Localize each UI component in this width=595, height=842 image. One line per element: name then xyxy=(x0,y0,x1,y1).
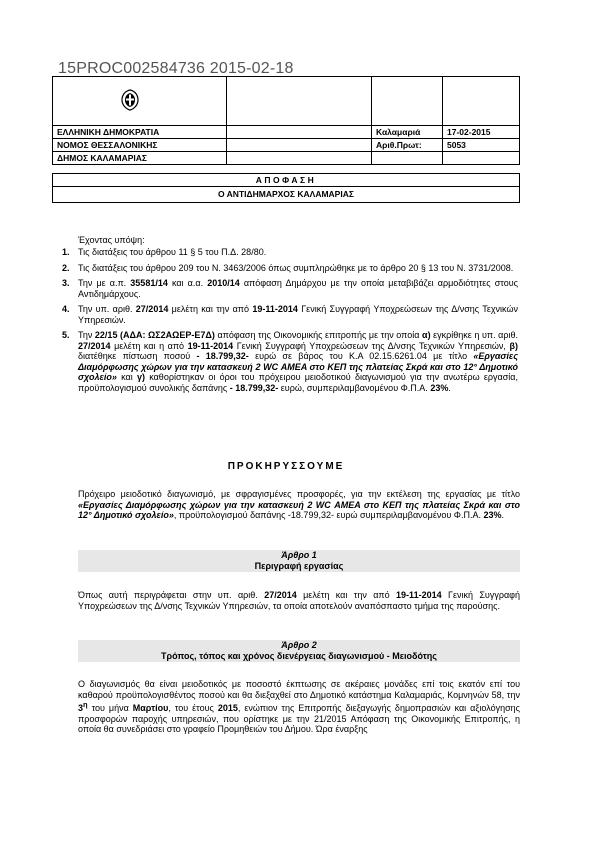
protocol-label: Αριθ.Πρωτ: xyxy=(372,139,443,152)
item-text: Τις διατάξεις του άρθρου 209 του Ν. 3463/2006 όπως συμπληρώθηκε με το άρθρο 20 § 13 του Ν. 3731/2008. xyxy=(78,262,514,273)
proclamation-heading: ΠΡΟΚΗΡΥΣΣΟΥΜΕ xyxy=(227,461,345,472)
item-number: 4. xyxy=(62,304,70,314)
document-date: 17-02-2015 xyxy=(443,126,520,139)
item-text: Την με α.π. 35581/14 και α.α. 2010/14 απόφαση Δημάρχου με την οποία μεταβιβάζει αρμοδιότητες στους Αντιδημάρχους. xyxy=(78,278,518,299)
article-1-paragraph: Όπως αυτή περιγράφεται στην υπ. αριθ. 27/2014 μελέτη και την από 19-11-2014 Γενική Συγγραφή Υποχρεώσεων της Δ/νσης Τεχνικών Υπηρεσιών, τα οποία αποτελούν αναπόσπαστο τμήμα της παρούσης. xyxy=(78,590,521,611)
intro-text: Έχοντας υπόψη: xyxy=(78,235,145,245)
article-2-subtitle: Τρόπος, τόπος και χρόνος διενέργειας διαγωνισμού - Μειοδότης xyxy=(161,651,437,661)
article-1-title: Άρθρο 1 xyxy=(281,550,317,560)
header-country: ΕΛΛΗΝΙΚΗ ΔΗΜΟΚΡΑΤΙΑ xyxy=(53,126,227,139)
item-number: 1. xyxy=(62,247,70,257)
item-number: 3. xyxy=(62,278,70,288)
protocol-number: 5053 xyxy=(443,139,520,152)
header-prefecture: ΝΟΜΟΣ ΘΕΣΣΑΛΟΝΙΚΗΣ xyxy=(53,139,227,152)
considerations-list xyxy=(62,247,518,398)
article-1-subtitle: Περιγραφή εργασίας xyxy=(254,561,344,571)
place-label: Καλαμαριά xyxy=(372,126,443,139)
list-item xyxy=(62,263,518,274)
article-1-heading xyxy=(78,550,520,572)
item-number: 2. xyxy=(62,262,70,273)
article-2-paragraph: Ο διαγωνισμός θα είναι μειοδοτικός με ποσοστό έκπτωσης σε ακέραιες μονάδες επί τοις εκατόν επί του καθαρού προϋπολογισθέντος ποσού και θα διεξαχθεί στο Δημοτικό κατάστημα Καλαμαριάς, Κομνηνών 58, την $3^\eta$ του μήνα Μαρτίου, του έτους 2015, ενώπιον της Επιτροπής διεξαγωγής δημοπρασιών και αξιολόγησης προσφορών παροχής υπηρεσιών, που ορίστηκε με την 21/2015 Απόφαση της Οικονομικής Επιτροπής, η οποία θα συνεδριάσει στο γραφείο Προμηθειών του Δήμου. Ώρα έναρξης xyxy=(78,679,520,734)
item-text: Την υπ. αριθ. 27/2014 μελέτη και την από 19-11-2014 Γενική Συγγραφή Υποχρεώσεων της Δ/νσης Τεχνικών Υπηρεσιών. xyxy=(78,304,518,325)
document-watermark: 15PROC002584736 2015-02-18 xyxy=(58,60,294,77)
item-text: Τις διατάξεις του άρθρου 11 § 5 του Π.Δ. 28/80. xyxy=(78,247,267,257)
item-number: 5. xyxy=(62,330,70,340)
list-item xyxy=(62,278,518,299)
decision-title: ΑΠΟΦΑΣΗ xyxy=(52,173,520,187)
article-2-heading xyxy=(78,640,520,662)
list-item xyxy=(62,304,518,325)
list-item xyxy=(62,247,518,258)
item-text: Την 22/15 (ΑΔΑ: ΩΣ2ΑΩΕΡ-Ε7Δ) απόφαση της Οικονομικής επιτροπής με την οποία α) εγκρίθηκε η υπ. αριθ. 27/2014 μελέτη και η από 19-11-2014 Γενική Συγγραφή Υποχρεώσεων της Δ/νσης Τεχνικών Υπηρεσιών, β) διατέθηκε πίστωση ποσού - 18.799,32- ευρώ σε βάρος του Κ.Α 02.15.6261.04 με τίτλο «Εργασίες Διαμόρφωσης χώρων για την κατασκευή 2 WC ΑΜΕΑ στο ΚΕΠ της πλατείας Σκρά και στο 12° Δημοτικό σχολείο» και γ) καθορίστηκαν οι όροι του πρόχειρου μειοδοτικού διαγωνισμού για την ανωτέρω εργασία, προϋπολογισμού συνολικής δαπάνης - 18.799,32- ευρώ, συμπεριλαμβανομένου Φ.Π.Α. 23%. xyxy=(78,330,519,393)
article-2-title: Άρθρο 2 xyxy=(281,640,317,650)
authority-title: Ο ΑΝΤΙΔΗΜΑΡΧΟΣ ΚΑΛΑΜΑΡΙΑΣ xyxy=(52,187,520,203)
header-municipality: ΔΗΜΟΣ ΚΑΛΑΜΑΡΙΑΣ xyxy=(53,152,227,165)
list-item xyxy=(62,330,518,393)
greek-emblem-icon xyxy=(118,88,142,112)
proclamation-paragraph: Πρόχειρο μειοδοτικό διαγωνισμό, με σφραγισμένες προσφορές, για την εκτέλεση της εργασίας με τίτλο «Εργασίες Διαμόρφωσης χώρων για την κατασκευή 2 WC ΑΜΕΑ στο ΚΕΠ της πλατείας Σκρά και στο 12° Δημοτικό σχολείο», προϋπολογισμού δαπάνης -18.799,32- ευρώ συμπεριλαμβανομένου Φ.Π.Α. 23%. xyxy=(78,489,520,520)
